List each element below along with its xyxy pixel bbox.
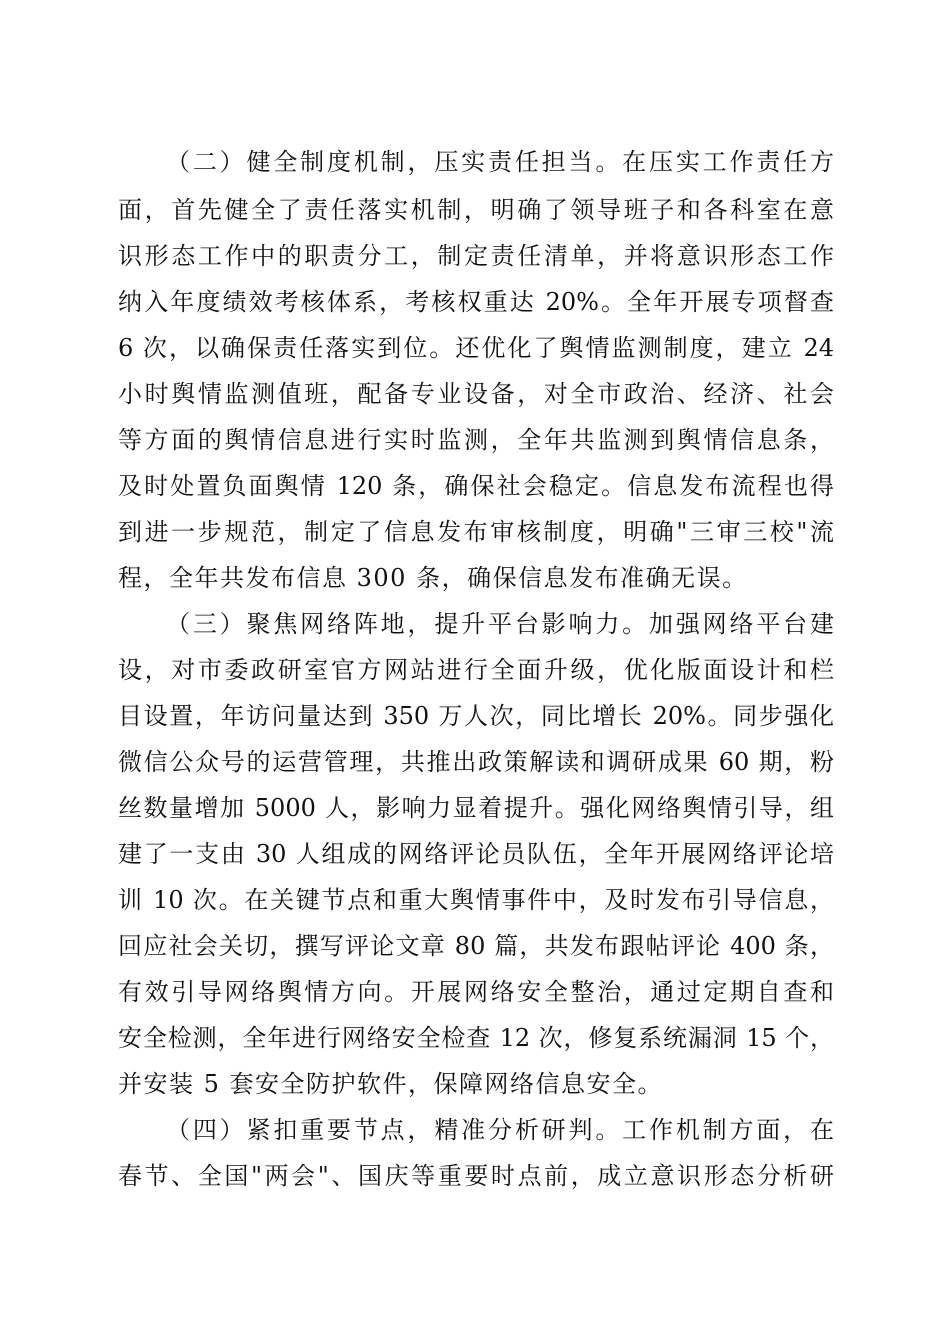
- section-3-line: 丝数量增加 5000 人，影响力显着提升。强化网络舆情引导，组: [118, 794, 834, 822]
- section-3-line: 设，对市委政研室官方网站进行全面升级，优化版面设计和栏: [118, 656, 834, 684]
- section-3-heading: （三）聚焦网络阵地，提升平台影响力。: [166, 610, 649, 638]
- section-2-first-line-text: 在压实工作责任方: [622, 148, 835, 176]
- section-3-line: 目设置，年访问量达到 350 万人次，同比增长 20%。同步强化: [118, 702, 834, 730]
- section-3-line: 有效引导网络舆情方向。开展网络安全整治，通过定期自查和: [118, 978, 834, 1006]
- section-4-first-line-text: 工作机制方面，在: [622, 1116, 835, 1144]
- section-2-line: 到进一步规范，制定了信息发布审核制度，明确"三审三校"流: [118, 518, 834, 546]
- section-2-line: 6 次，以确保责任落实到位。还优化了舆情监测制度，建立 24: [118, 334, 834, 362]
- section-4-first-line: [166, 1115, 834, 1145]
- section-4-line: 春节、全国"两会"、国庆等重要时点前，成立意识形态分析研: [118, 1162, 834, 1190]
- section-3-line: 训 10 次。在关键节点和重大舆情事件中，及时发布引导信息，: [118, 886, 834, 914]
- section-2-line: 面，首先健全了责任落实机制，明确了领导班子和各科室在意: [118, 196, 834, 224]
- section-3-line: 微信公众号的运营管理，共推出政策解读和调研成果 60 期，粉: [118, 748, 834, 776]
- section-2-line: 及时处置负面舆情 120 条，确保社会稳定。信息发布流程也得: [118, 472, 834, 500]
- section-2-line: 识形态工作中的职责分工，制定责任清单，并将意识形态工作: [118, 242, 834, 270]
- section-3-first-line-text: 加强网络平台建: [649, 610, 834, 638]
- section-4-heading: （四）紧扣重要节点，精准分析研判。: [166, 1116, 623, 1144]
- section-3-line: 建了一支由 30 人组成的网络评论员队伍，全年开展网络评论培: [118, 840, 834, 868]
- section-2-heading: （二）健全制度机制，压实责任担当。: [166, 148, 623, 176]
- section-3-line: 安全检测，全年进行网络安全检查 12 次，修复系统漏洞 15 个，: [118, 1024, 834, 1052]
- section-3-first-line: [166, 609, 834, 639]
- section-3-last-line: 并安装 5 套安全防护软件，保障网络信息安全。: [118, 1070, 664, 1098]
- section-2-first-line: [166, 147, 834, 177]
- section-3-line: 回应社会关切，撰写评论文章 80 篇，共发布跟帖评论 400 条，: [118, 932, 834, 960]
- section-2-last-line: 程，全年共发布信息 300 条，确保信息发布准确无误。: [118, 564, 748, 592]
- section-2-line: 小时舆情监测值班，配备专业设备，对全市政治、经济、社会: [118, 380, 834, 408]
- section-2-line: 纳入年度绩效考核体系，考核权重达 20%。全年开展专项督查: [118, 288, 834, 316]
- section-2-line: 等方面的舆情信息进行实时监测，全年共监测到舆情信息条，: [118, 426, 834, 454]
